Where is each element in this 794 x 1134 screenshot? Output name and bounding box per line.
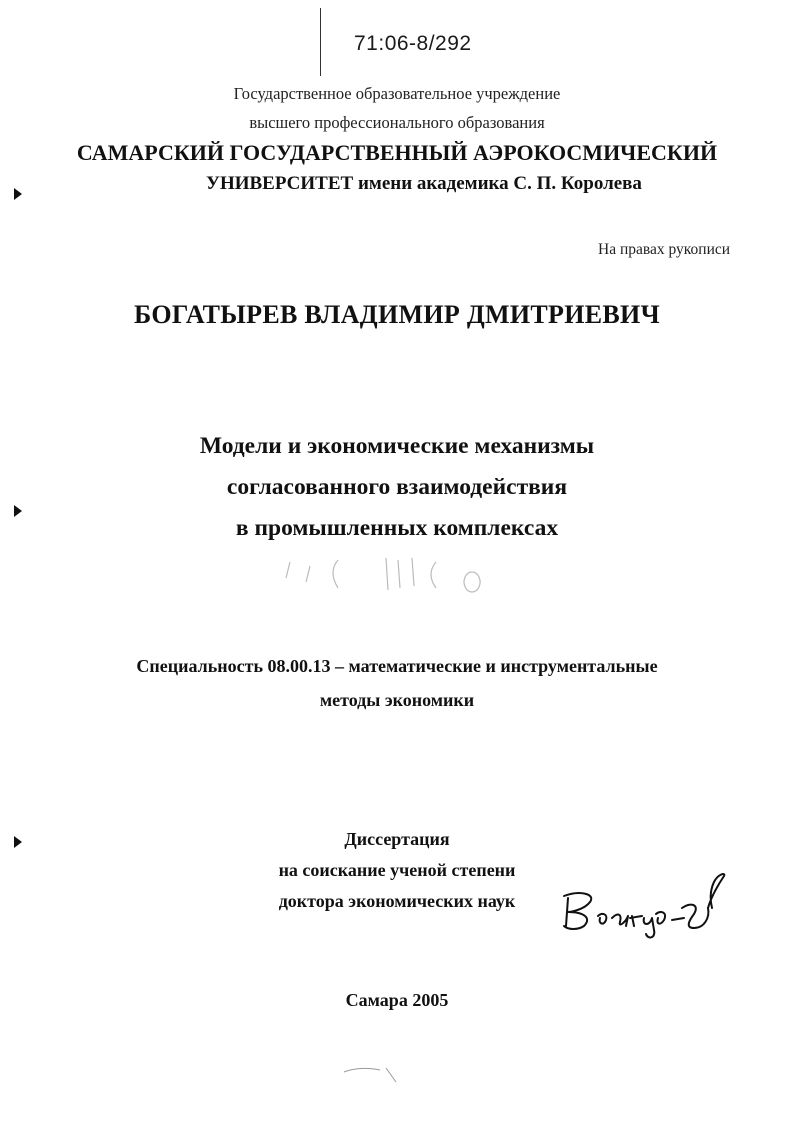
title-line-3: в промышленных комплексах [235,515,559,541]
library-stamp-code: 71:06-8/292 [354,32,472,55]
university-name-line-1: САМАРСКИЙ ГОСУДАРСТВЕННЫЙ АЭРОКОСМИЧЕСКИЙ [76,140,718,165]
university-name-line-2: УНИВЕРСИТЕТ имени академика С. П. Королева [206,173,642,194]
dissertation-label: Диссертация [344,829,450,849]
scan-artifact [276,548,506,598]
title-line-1: Модели и экономические механизмы [199,433,595,459]
binding-mark [14,505,22,517]
degree-line-2: доктора экономических наук [278,891,516,911]
institution-line-1: Государственное образовательное учреждение [233,84,561,103]
title-line-2: согласованного взаимодействия [226,474,568,500]
binding-mark [14,836,22,848]
scan-artifact [340,1064,400,1084]
dissertation-title [0,426,794,549]
manuscript-rights-note: На правах рукописи [598,241,731,258]
city-and-year: Самара 2005 [345,990,449,1010]
stamp-divider [320,8,321,76]
institution-line-2: высшего профессионального образования [249,113,545,132]
specialty-line-2: методы экономики [319,690,475,710]
author-name: БОГАТЫРЕВ ВЛАДИМИР ДМИТРИЕВИЧ [134,300,660,329]
author-signature [560,868,730,948]
specialty-line-1: Специальность 08.00.13 – математические и инструментальные [136,656,658,676]
degree-line-1: на соискание ученой степени [278,860,516,880]
binding-mark [14,188,22,200]
